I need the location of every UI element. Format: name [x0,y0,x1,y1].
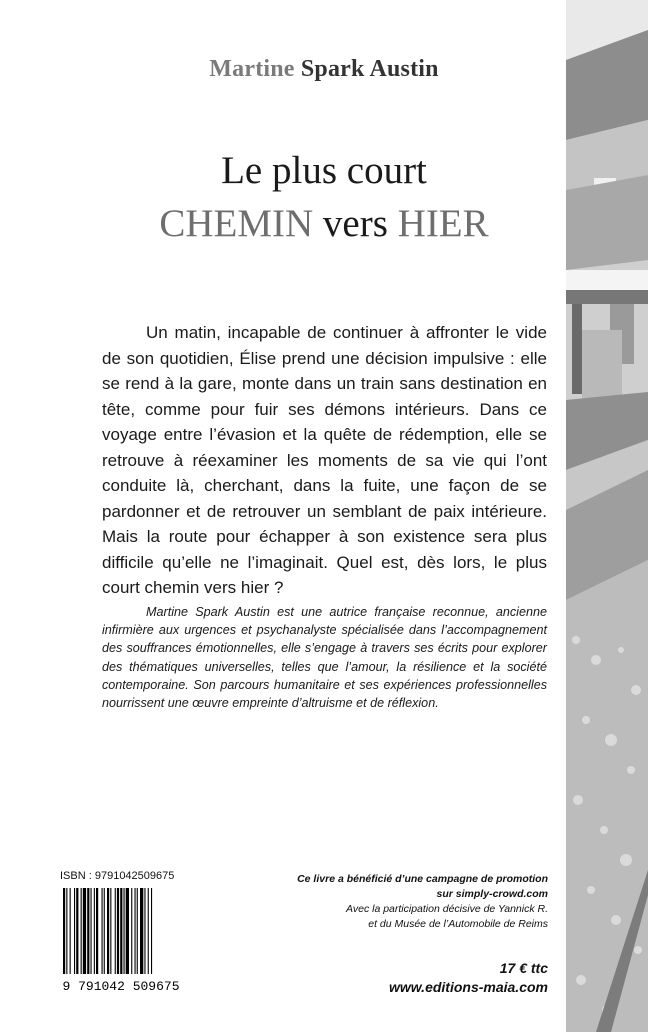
barcode [60,886,182,994]
barcode-bar [110,888,111,974]
publisher-website: www.editions-maia.com [389,979,548,995]
promo-line2: sur simply-crowd.com [436,888,548,900]
barcode-bar [76,888,78,974]
promo-line1: Ce livre a bénéficié d’une campagne de promotion [297,873,548,885]
barcode-bar [144,888,145,974]
barcode-bar [135,888,136,974]
isbn-label: ISBN : 9791042509675 [60,870,175,882]
barcode-digits: 9 791042 509675 [62,979,180,994]
barcode-bar [70,888,71,974]
author-name [0,56,648,83]
barcode-bar [115,888,116,974]
title-word-vers: vers [322,202,388,245]
price: 17 € ttc [499,960,548,976]
barcode-bar [126,888,129,974]
barcode-bar [102,888,103,974]
barcode-bar [91,888,92,974]
barcode-bar [140,888,143,974]
barcode-bar [96,888,98,974]
barcode-bar [117,888,119,974]
promo-line3: Avec la participation décisive de Yannick R. [346,903,548,915]
barcode-bar [94,888,95,974]
book-summary: Un matin, incapable de continuer à affronter le vide de son quotidien, Élise prend une décision impulsive : elle se rend à la gare, monte dans un train sans destination en tête, comme pour fuir ses démons intérieurs. Dans ce voyage entre l’évasion et la quête de rédemption, elle se retrouve à réexaminer les moments de sa vie qui l’ont conduite là, cherchant, dans la fuite, une façon de se pardonner et de retrouver un semblant de paix intérieure. Mais la route pour échapper à son existence sera plus difficile qu’elle ne l’imaginait. Quel est, dès lors, le plus court chemin vers hier ? [102,323,547,597]
barcode-bar [66,888,67,974]
barcode-bar [107,888,109,974]
author-last-name: Spark Austin [300,56,439,82]
promo-line4: et du Musée de l’Automobile de Reims [368,918,548,930]
barcode-bar [87,888,89,974]
title-word-hier: HIER [397,202,489,245]
barcode-bar [137,888,138,974]
book-title-line1: Le plus court [221,149,427,192]
barcode-bar [151,888,152,974]
barcode-graphic [60,886,182,994]
barcode-bar [131,888,132,974]
barcode-bar [74,888,75,974]
author-first-name: Martine [209,56,295,82]
barcode-bar [104,888,105,974]
barcode-bar [81,888,82,974]
title-word-chemin: CHEMIN [159,202,314,245]
barcode-bar [124,888,125,974]
book-title-line2 [0,201,648,246]
author-bio: Martine Spark Austin est une autrice française reconnue, ancienne infirmière aux urgences et psychanalyste spécialisée dans l’accompagnement des souffrances émotionnelles, elle s’engage à travers ses écrits pour explorer des thématiques universelles, telles que l’amour, la résilience et la société contemporaine. Son parcours humanitaire et ses expériences professionnelles nourrissent une œuvre empreinte d’altruisme et de réflexion. [102,605,547,711]
promo-block [270,872,548,932]
barcode-bar [63,888,65,974]
barcode-bar [120,888,122,974]
barcode-bar [148,888,149,974]
barcode-bar [83,888,86,974]
